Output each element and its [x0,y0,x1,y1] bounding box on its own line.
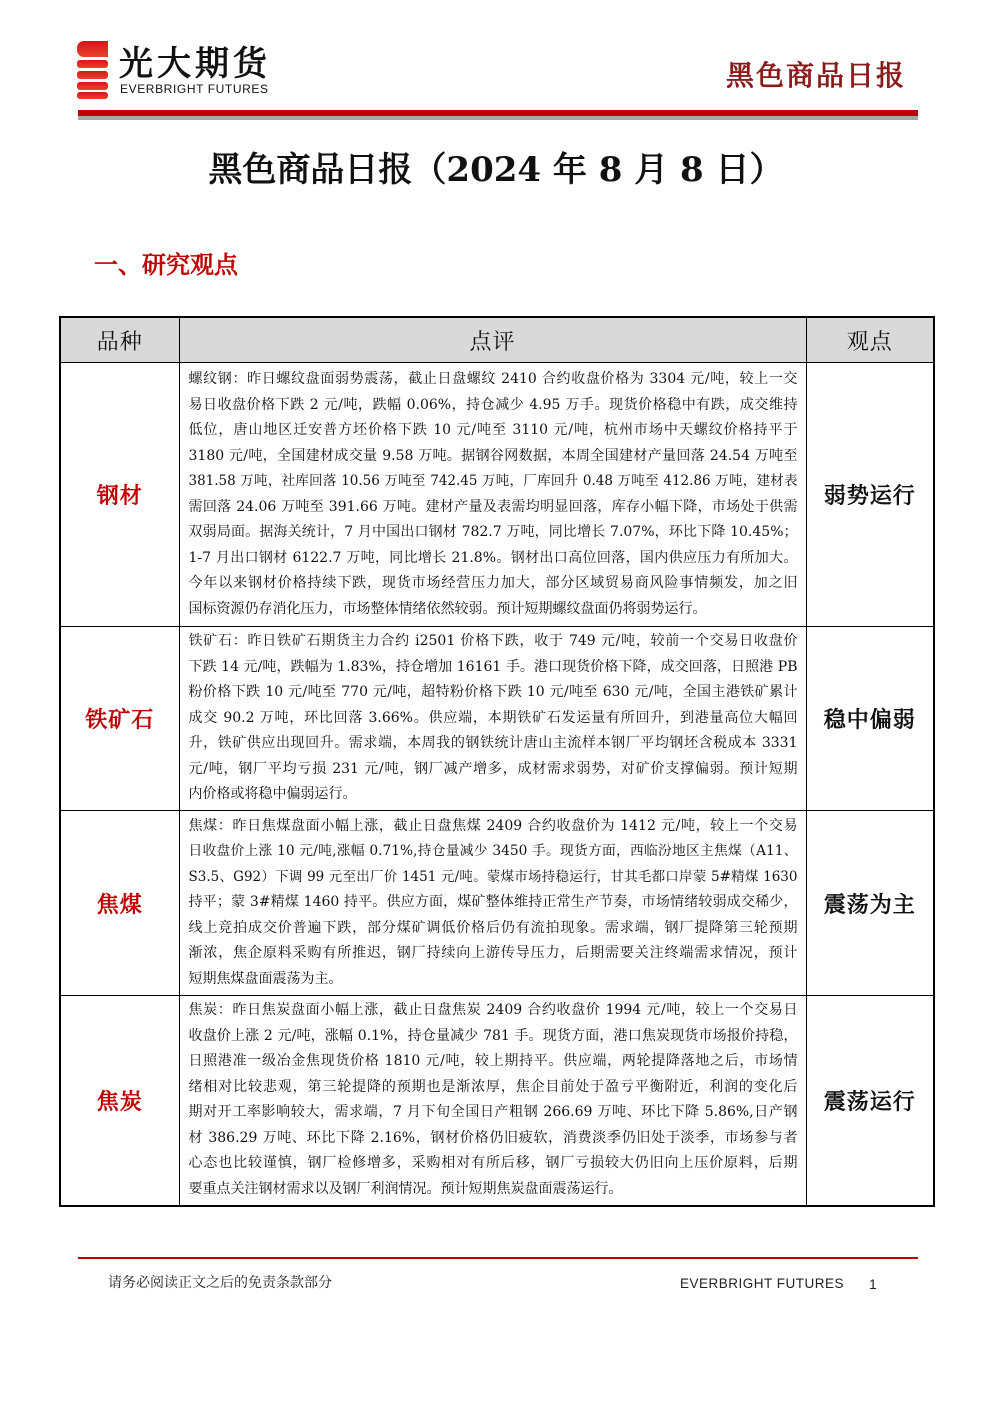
variety-cell [60,363,179,627]
comment-line: 焦炭：昨日焦炭盘面小幅上涨，截止日盘焦炭 2409 合约收盘价 1994 元/吨，较上一个交易日 [188,1002,798,1019]
comment-line: 升，铁矿供应出现回升。需求端，本周我的钢铁统计唐山主流样本钢厂平均钢坯含税成本 3331 [188,735,798,752]
comment-line: 螺纹钢：昨日螺纹盘面弱势震荡，截止日盘螺纹 2410 合约收盘价格为 3304 元/吨，较上一交 [188,371,798,387]
comment-line: 焦煤：昨日焦煤盘面小幅上涨，截止日盘焦煤 2409 合约收盘价为 1412 元/吨，较上一个交易 [188,817,798,834]
everbright-logo-icon [77,41,109,99]
view-label: 稳中偏弱 [823,707,916,733]
variety-label: 焦煤 [96,891,143,918]
comment-line: 铁矿石：昨日铁矿石期货主力合约 i2501 价格下跌，收于 749 元/吨，较前一个交易日收盘价 [188,633,798,650]
report-name-header: 黑色商品日报 [725,59,906,92]
footer-rule [78,1257,918,1259]
comment-line: 持平；蒙 3#精煤 1460 持平。供应方面，煤矿整体维持正常生产节奏，市场情绪较弱成交稀少， [188,894,798,911]
view-label: 弱势运行 [823,483,916,509]
table-row [60,996,934,1206]
company-logo-english-name: EVERBRIGHT FUTURES [120,82,269,96]
comment-line: 3180 元/吨，全国建材成交量 9.58 万吨。据钢谷网数据，本周全国建材产量回落 24.54 万吨至 [188,447,798,464]
header-rule-gray [78,116,918,120]
section-heading: 一、研究观点 [94,250,238,279]
comment-line: 内价格或将稳中偏弱运行。 [188,786,357,803]
view-label: 震荡为主 [823,891,916,918]
comment-line: 绪相对比较悲观，第三轮提降的预期也是渐浓厚，焦企目前处于盈亏平衡附近，利润的变化后 [188,1078,798,1095]
comment-line: 材 386.29 万吨、环比下降 2.16%，钢材价格仍旧疲软，消费淡季仍旧处于淡季，市场参与者 [188,1129,798,1146]
comment-line: 国标资源仍存消化压力，市场整体情绪依然较弱。预计短期螺纹盘面仍将弱势运行。 [188,600,707,617]
comment-line: 下跌 14 元/吨，跌幅为 1.83%，持仓增加 16161 手。港口现货价格下降，成交回落，日照港 PB [188,658,798,675]
footer-disclaimer: 请务必阅读正文之后的免责条款部分 [108,1275,332,1291]
comment-line: 收盘价上涨 2 元/吨，涨幅 0.1%，持仓量减少 781 手。现货方面，港口焦炭现货市场报价持稳， [188,1027,798,1044]
comment-line: 双弱局面。据海关统计，7 月中国出口钢材 782.7 万吨，同比增长 7.07%，环比下降 10.45%； [188,524,798,540]
comment-cell [179,811,806,996]
comment-line: 易日收盘价格下跌 2 元/吨，跌幅 0.06%，持仓减少 4.95 万手。现货价格稳中有跌，成交维持 [188,396,798,413]
comment-line: S3.5、G92）下调 99 元至出厂价 1451 元/吨。蒙煤市场持稳运行，甘其毛都口岸蒙 5#精煤 1630 [188,868,798,885]
variety-label: 钢材 [96,483,143,509]
comment-line: 需回落 24.06 万吨至 391.66 万吨。建材产量及表需均明显回落，库存小幅下降，市场处于供需 [188,498,798,515]
comment-line: 心态也比较谨慎，钢厂检修增多，采购相对有所后移，钢厂亏损较大仍旧向上压价原料，后期 [188,1155,798,1172]
comment-line: 线上竞拍成交价普遍下跌，部分煤矿调低价格后仍有流拍现象。需求端，钢厂提降第三轮预期 [188,919,798,936]
comment-line: 要重点关注钢材需求以及钢厂利润情况。预计短期焦炭盘面震荡运行。 [188,1180,623,1197]
comment-line: 低位，唐山地区迁安普方坯价格下跌 10 元/吨至 3110 元/吨，杭州市场中天螺纹价格持平于 [188,422,798,438]
table-row [60,811,934,996]
research-view-table [59,316,935,1207]
column-header-variety: 品种 [60,317,179,363]
table-row [60,363,934,627]
page-number: 1 [869,1276,877,1292]
column-header-comment: 点评 [179,317,806,363]
view-cell [806,811,934,996]
variety-label: 焦炭 [96,1088,143,1115]
comment-line: 1-7 月出口钢材 6122.7 万吨，同比增长 21.8%。钢材出口高位回落，国内供应压力有所加大。 [188,549,798,566]
comment-line: 粉价格下跌 10 元/吨至 770 元/吨，超特粉价格下跌 10 元/吨至 630 元/吨，全国主港铁矿累计 [188,684,798,701]
view-cell [806,996,934,1206]
comment-line: 今年以来钢材价格持续下跌，现货市场经营压力加大，部分区域贸易商风险事情频发，加之旧 [188,575,798,591]
comment-line: 日收盘价上涨 10 元/吨,涨幅 0.71%,持仓量减少 3450 手。现货方面，西临汾地区主焦煤（A11、 [188,843,798,860]
comment-line: 元/吨，钢厂平均亏损 231 元/吨，钢厂减产增多，成材需求弱势，对矿价支撑偏弱。预计短期 [188,760,798,777]
comment-line: 渐浓，焦企原料采购有所推迟，钢厂持续向上游传导压力，后期需要关注终端需求情况，预计 [188,945,798,962]
table-row [60,627,934,811]
comment-cell [179,627,806,811]
comment-cell [179,996,806,1206]
view-cell [806,363,934,627]
variety-cell [60,811,179,996]
view-cell [806,627,934,811]
comment-line: 381.58 万吨，社库回落 10.56 万吨至 742.45 万吨，厂库回升 0.48 万吨至 412.86 万吨，建材表 [188,473,798,489]
table-header-row [60,317,934,363]
comment-line: 期对开工率影响较大，需求端，7 月下旬全国日产粗钢 266.69 万吨、环比下降 5.86%,日产钢 [188,1104,798,1121]
company-logo-name: 光大期货 [119,44,271,84]
variety-cell [60,627,179,811]
view-label: 震荡运行 [823,1088,916,1115]
comment-cell [179,363,806,627]
variety-cell [60,996,179,1206]
comment-line: 成交 90.2 万吨，环比回落 3.66%。供应端，本期铁矿石发运量有所回升，到港量高位大幅回 [188,709,798,726]
document-title: 黑色商品日报（2024 年 8 月 8 日） [208,150,784,190]
column-header-view: 观点 [806,317,934,363]
variety-label: 铁矿石 [85,707,155,733]
comment-line: 日照港准一级冶金焦现货价格 1810 元/吨，较上期持平。供应端，两轮提降落地之后，市场情 [188,1053,798,1070]
footer-brand: EVERBRIGHT FUTURES [680,1276,845,1291]
comment-line: 短期焦煤盘面震荡为主。 [188,970,343,987]
